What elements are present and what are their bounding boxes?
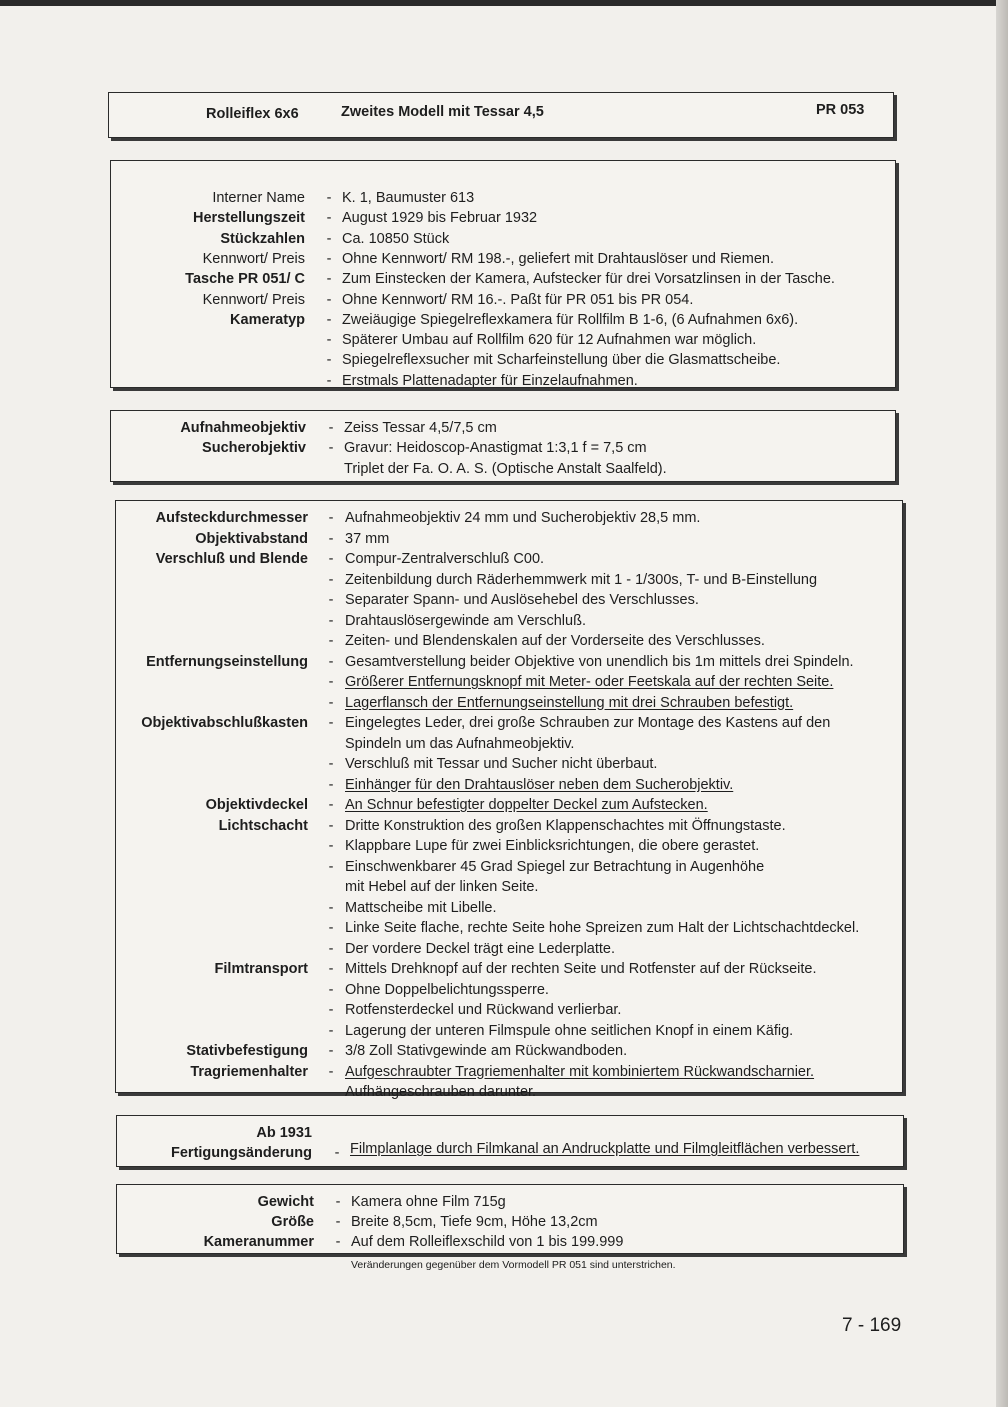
row-label: Entfernungseinstellung bbox=[146, 653, 308, 670]
info-row bbox=[116, 959, 902, 979]
row-value: Triplet der Fa. O. A. S. (Optische Anstalt Saalfeld). bbox=[344, 460, 667, 477]
row-value: Lagerflansch der Entfernungseinstellung mit drei Schrauben befestigt. bbox=[345, 694, 794, 711]
row-value: Einhänger für den Drahtauslöser neben dem Sucherobjektiv. bbox=[345, 776, 734, 793]
dash: - bbox=[326, 190, 332, 206]
row-value: Zweiäugige Spiegelreflexkamera für Rollfilm B 1-6, (6 Aufnahmen 6x6). bbox=[342, 311, 799, 328]
dash: - bbox=[328, 838, 334, 854]
general-info-box bbox=[110, 160, 896, 388]
dash: - bbox=[328, 1022, 334, 1039]
dash: - bbox=[328, 961, 334, 977]
dash: - bbox=[328, 756, 334, 772]
dash: - bbox=[328, 1063, 334, 1080]
row-value: Mattscheibe mit Libelle. bbox=[345, 899, 497, 916]
row-label: Verschluß und Blende bbox=[155, 551, 308, 567]
info-row bbox=[116, 693, 902, 713]
row-value: mit Hebel auf der linken Seite. bbox=[345, 879, 539, 895]
info-row bbox=[116, 549, 902, 569]
footnote: Veränderungen gegenüber dem Vormodell PR 051 sind unterstrichen. bbox=[351, 1259, 676, 1271]
header-subtitle: Zweites Modell mit Tessar 4,5 bbox=[341, 104, 544, 120]
dash: - bbox=[328, 592, 334, 608]
row-label: Kennwort/ Preis bbox=[202, 250, 305, 267]
info-row bbox=[111, 418, 895, 438]
info-row bbox=[116, 1082, 902, 1102]
row-value: Ohne Kennwort/ RM 16.-. Paßt für PR 051 bis PR 054. bbox=[342, 291, 694, 308]
info-row bbox=[116, 713, 902, 733]
row-value: Späterer Umbau auf Rollfilm 620 für 12 Aufnahmen war möglich. bbox=[342, 332, 757, 349]
info-row bbox=[116, 1041, 902, 1061]
row-label: Lichtschacht bbox=[218, 817, 308, 834]
row-value: Aufgeschraubter Tragriemenhalter mit kombiniertem Rückwandscharnier. bbox=[345, 1063, 815, 1080]
lens-box bbox=[110, 410, 896, 482]
info-row bbox=[116, 857, 902, 877]
dash: - bbox=[328, 510, 334, 526]
scan-top-edge bbox=[0, 0, 1008, 6]
dash: - bbox=[326, 250, 332, 267]
info-row bbox=[116, 877, 902, 897]
row-label: Aufnahmeobjektiv bbox=[180, 420, 306, 436]
row-value: 3/8 Zoll Stativgewinde am Rückwandboden. bbox=[345, 1043, 628, 1059]
info-row bbox=[116, 570, 902, 590]
row-value: Dritte Konstruktion des großen Klappenschachtes mit Öffnungstaste. bbox=[345, 817, 786, 834]
dash: - bbox=[328, 674, 334, 690]
info-row bbox=[111, 269, 895, 289]
info-row bbox=[116, 795, 902, 815]
row-label: Sucherobjektiv bbox=[202, 440, 306, 457]
row-value: Lagerung der unteren Filmspule ohne seitlichen Knopf in einem Käfig. bbox=[345, 1022, 794, 1039]
row-label: Tasche PR 051/ C bbox=[185, 271, 305, 288]
dash: - bbox=[328, 858, 334, 875]
dash: - bbox=[335, 1214, 341, 1230]
row-label: Kameratyp bbox=[230, 311, 305, 328]
dash: - bbox=[326, 352, 332, 369]
info-row bbox=[111, 371, 895, 391]
dash: - bbox=[334, 1145, 340, 1161]
dash: - bbox=[328, 633, 334, 649]
row-value: Gravur: Heidoscop-Anastigmat 1:3,1 f = 7,5 cm bbox=[344, 440, 647, 457]
page-number: 7 - 169 bbox=[842, 1315, 902, 1336]
info-row bbox=[111, 208, 895, 228]
row-label: Aufsteckdurchmesser bbox=[155, 510, 308, 526]
row-value: Gesamtverstellung beider Objektive von unendlich bis 1m mittels drei Spindeln. bbox=[345, 653, 854, 670]
production-change-value: Filmplanlage durch Filmkanal an Andruckplatte und Filmgleitflächen verbessert. bbox=[350, 1141, 860, 1157]
dash: - bbox=[328, 920, 334, 936]
production-change-date: Ab 1931 bbox=[256, 1125, 312, 1141]
scan-right-edge bbox=[996, 0, 1008, 1407]
info-row bbox=[111, 310, 895, 330]
row-value: Zeiten- und Blendenskalen auf der Vorderseite des Verschlusses. bbox=[345, 633, 765, 649]
info-row bbox=[116, 754, 902, 774]
info-row bbox=[116, 939, 902, 959]
info-row bbox=[116, 816, 902, 836]
dash: - bbox=[328, 694, 334, 711]
header-code: PR 053 bbox=[816, 102, 865, 118]
dash: - bbox=[328, 530, 334, 547]
dash: - bbox=[326, 291, 332, 308]
row-value: K. 1, Baumuster 613 bbox=[342, 190, 475, 206]
row-value: Kamera ohne Film 715g bbox=[351, 1194, 506, 1210]
row-value: Verschluß mit Tessar und Sucher nicht überbaut. bbox=[345, 756, 658, 772]
row-label: Interner Name bbox=[212, 190, 305, 206]
row-value: Aufhängeschrauben darunter. bbox=[345, 1084, 537, 1100]
row-label: Kennwort/ Preis bbox=[202, 291, 305, 308]
row-label: Herstellungszeit bbox=[193, 210, 305, 227]
info-row bbox=[116, 611, 902, 631]
row-value: August 1929 bis Februar 1932 bbox=[342, 210, 538, 227]
dash: - bbox=[328, 899, 334, 916]
info-row bbox=[116, 775, 902, 795]
info-row bbox=[111, 290, 895, 310]
row-value: Linke Seite flache, rechte Seite hohe Spreizen zum Halt der Lichtschachtdeckel. bbox=[345, 920, 860, 936]
info-row bbox=[116, 508, 902, 528]
row-value: Der vordere Deckel trägt eine Lederplatte. bbox=[345, 940, 616, 957]
dash: - bbox=[328, 797, 334, 813]
row-label: Kameranummer bbox=[203, 1234, 314, 1250]
dash: - bbox=[328, 440, 334, 457]
dash: - bbox=[328, 653, 334, 670]
dash: - bbox=[335, 1234, 341, 1250]
row-label: Größe bbox=[271, 1214, 314, 1230]
header-box bbox=[108, 92, 894, 138]
info-row bbox=[116, 1062, 902, 1082]
row-value: Aufnahmeobjektiv 24 mm und Sucherobjektiv 28,5 mm. bbox=[345, 510, 701, 526]
info-row bbox=[111, 188, 895, 208]
info-row bbox=[117, 1212, 903, 1232]
row-value: Ohne Doppelbelichtungssperre. bbox=[345, 981, 549, 998]
row-label: Objektivabstand bbox=[195, 530, 308, 547]
row-label: Gewicht bbox=[257, 1194, 314, 1210]
info-row bbox=[116, 1021, 902, 1041]
row-value: Separater Spann- und Auslösehebel des Verschlusses. bbox=[345, 592, 699, 608]
production-change-box bbox=[116, 1115, 904, 1167]
row-value: Zeiss Tessar 4,5/7,5 cm bbox=[344, 420, 497, 436]
header-model: Rolleiflex 6x6 bbox=[206, 106, 299, 122]
info-row bbox=[116, 836, 902, 856]
row-value: Mittels Drehknopf auf der rechten Seite und Rotfenster auf der Rückseite. bbox=[345, 961, 817, 977]
info-row bbox=[111, 249, 895, 269]
row-value: Ca. 10850 Stück bbox=[342, 230, 450, 247]
info-row bbox=[111, 229, 895, 249]
dash: - bbox=[326, 230, 332, 247]
info-row bbox=[111, 438, 895, 458]
dash: - bbox=[328, 1043, 334, 1059]
row-value: Einschwenkbarer 45 Grad Spiegel zur Betrachtung in Augenhöhe bbox=[345, 858, 765, 875]
row-value: Zum Einstecken der Kamera, Aufstecker für drei Vorsatzlinsen in der Tasche. bbox=[342, 271, 835, 288]
dash: - bbox=[326, 210, 332, 227]
dash: - bbox=[326, 311, 332, 328]
dash: - bbox=[328, 817, 334, 834]
row-label: Objektivabschlußkasten bbox=[141, 715, 308, 731]
row-value: Eingelegtes Leder, drei große Schrauben zur Montage des Kastens auf den bbox=[345, 715, 831, 731]
production-change-label: Fertigungsänderung bbox=[171, 1145, 312, 1161]
technical-details-box bbox=[115, 500, 903, 1100]
info-row bbox=[117, 1232, 903, 1252]
row-label: Stückzahlen bbox=[220, 230, 305, 247]
dash: - bbox=[326, 332, 332, 349]
row-value: Auf dem Rolleiflexschild von 1 bis 199.999 bbox=[351, 1234, 624, 1250]
info-row bbox=[111, 330, 895, 350]
dash: - bbox=[328, 551, 334, 567]
row-value: Klappbare Lupe für zwei Einblicksrichtungen, die obere gerastet. bbox=[345, 838, 760, 854]
row-value: Ohne Kennwort/ RM 198.-, geliefert mit Drahtauslöser und Riemen. bbox=[342, 250, 774, 267]
dash: - bbox=[328, 715, 334, 731]
info-row bbox=[116, 631, 902, 651]
info-row bbox=[116, 672, 902, 692]
info-row bbox=[116, 898, 902, 918]
info-row bbox=[116, 918, 902, 938]
dash: - bbox=[328, 981, 334, 998]
info-row bbox=[111, 350, 895, 370]
row-label: Filmtransport bbox=[214, 961, 308, 977]
row-value: Erstmals Plattenadapter für Einzelaufnahmen. bbox=[342, 372, 638, 389]
row-value: Rotfensterdeckel und Rückwand verlierbar. bbox=[345, 1002, 622, 1018]
dash: - bbox=[335, 1194, 341, 1210]
dash: - bbox=[328, 940, 334, 957]
row-label: Objektivdeckel bbox=[205, 797, 308, 813]
info-row bbox=[116, 590, 902, 610]
info-row bbox=[116, 1000, 902, 1020]
dash: - bbox=[326, 271, 332, 288]
row-value: 37 mm bbox=[345, 530, 390, 547]
dimensions-box bbox=[116, 1184, 904, 1254]
dash: - bbox=[328, 420, 334, 436]
info-row bbox=[111, 459, 895, 479]
info-row bbox=[116, 980, 902, 1000]
dash: - bbox=[328, 1002, 334, 1018]
row-value: Compur-Zentralverschluß C00. bbox=[345, 551, 545, 567]
row-value: Breite 8,5cm, Tiefe 9cm, Höhe 13,2cm bbox=[351, 1214, 598, 1230]
row-value: Größerer Entfernungsknopf mit Meter- oder Feetskala auf der rechten Seite. bbox=[345, 674, 834, 690]
row-label: Tragriemenhalter bbox=[190, 1063, 308, 1080]
dash: - bbox=[328, 612, 334, 629]
info-row bbox=[116, 652, 902, 672]
dash: - bbox=[326, 372, 332, 389]
info-row bbox=[116, 734, 902, 754]
row-value: Spiegelreflexsucher mit Scharfeinstellung über die Glasmattscheibe. bbox=[342, 352, 781, 369]
row-value: Drahtauslösergewinde am Verschluß. bbox=[345, 612, 586, 629]
dash: - bbox=[328, 776, 334, 793]
row-value: Spindeln um das Aufnahmeobjektiv. bbox=[345, 735, 575, 752]
row-value: An Schnur befestigter doppelter Deckel zum Aufstecken. bbox=[345, 797, 708, 813]
dash: - bbox=[328, 571, 334, 588]
row-value: Zeitenbildung durch Räderhemmwerk mit 1 - 1/300s, T- und B-Einstellung bbox=[345, 571, 818, 588]
info-row bbox=[116, 529, 902, 549]
info-row bbox=[117, 1192, 903, 1212]
row-label: Stativbefestigung bbox=[186, 1043, 308, 1059]
